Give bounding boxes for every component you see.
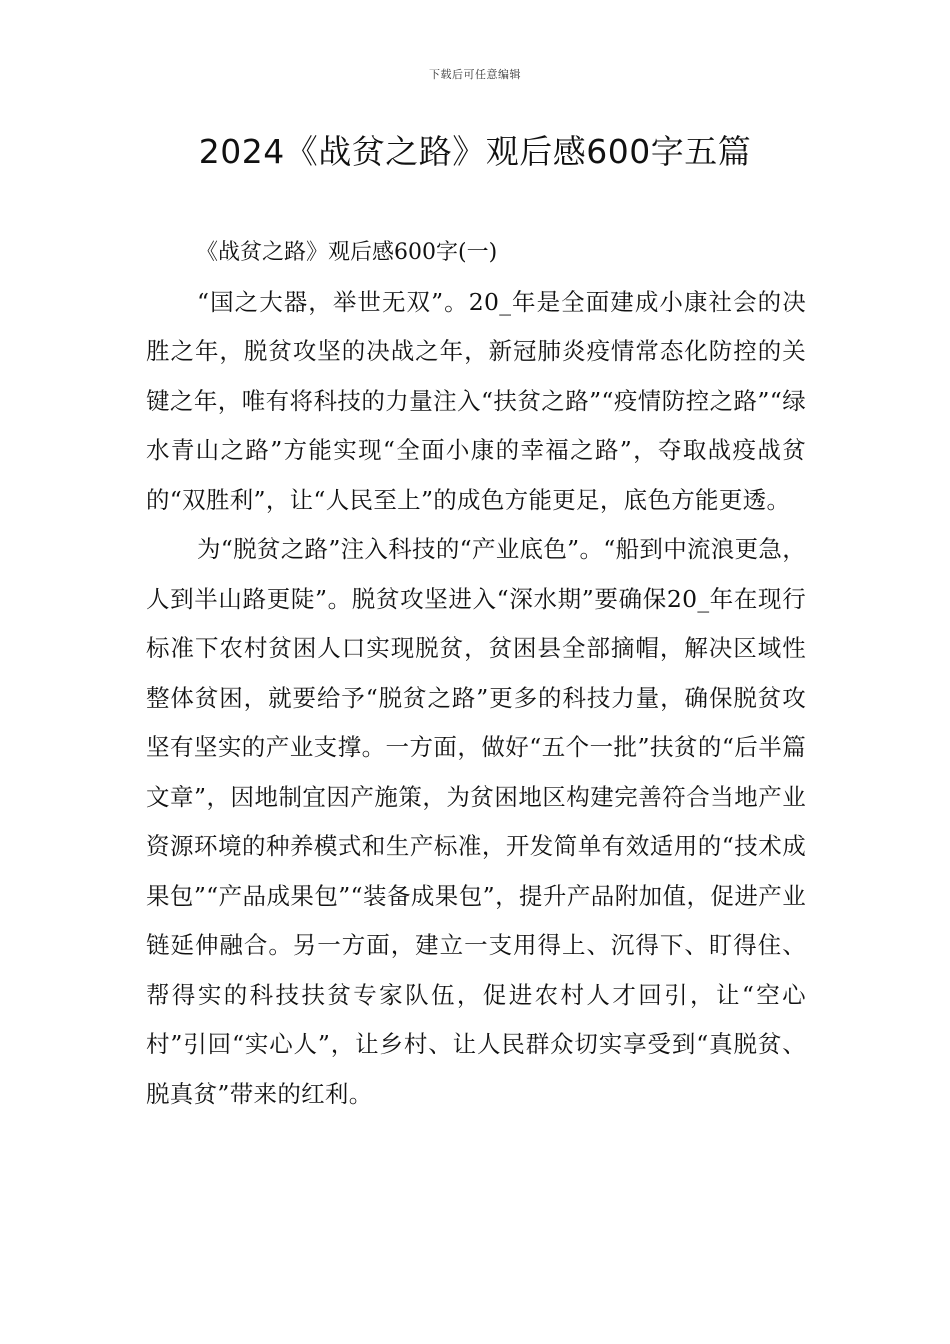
section-heading: 《战贫之路》观后感600字(一) [196,240,498,265]
document-title: 2024《战贫之路》观后感600字五篇 [198,132,752,171]
document-body [146,228,806,1119]
header-note: 下载后可任意编辑 [429,68,521,81]
paragraph-1: “国之大器，举世无双”。20_年是全面建成小康社会的决胜之年，脱贫攻坚的决战之年，新冠肺炎疫情常态化防控的关键之年，唯有将科技的力量注入“扶贫之路”“疫情防控之路”“绿水青山之路”方能实现“全面小康的幸福之路”，夺取战疫战贫的“双胜利”，让“人民至上”的成色方能更足，底色方能更透。 [146,287,806,514]
paragraph-2: 为“脱贫之路”注入科技的“产业底色”。“船到中流浪更急，人到半山路更陡”。脱贫攻坚进入“深水期”要确保20_年在现行标准下农村贫困人口实现脱贫，贫困县全部摘帽，解决区域性整体贫困，就要给予“脱贫之路”更多的科技力量，确保脱贫攻坚有坚实的产业支撑。一方面，做好“五个一批”扶贫的“后半篇文章”，因地制宜因产施策，为贫困地区构建完善符合当地产业资源环境的种养模式和生产标准，开发简单有效适用的“技术成果包”“产品成果包”“装备成果包”，提升产品附加值，促进产业链延伸融合。另一方面，建立一支用得上、沉得下、盯得住、帮得实的科技扶贫专家队伍，促进农村人才回引，让“空心村”引回“实心人”，让乡村、让人民群众切实享受到“真脱贫、脱真贫”带来的红利。 [146,535,806,1108]
